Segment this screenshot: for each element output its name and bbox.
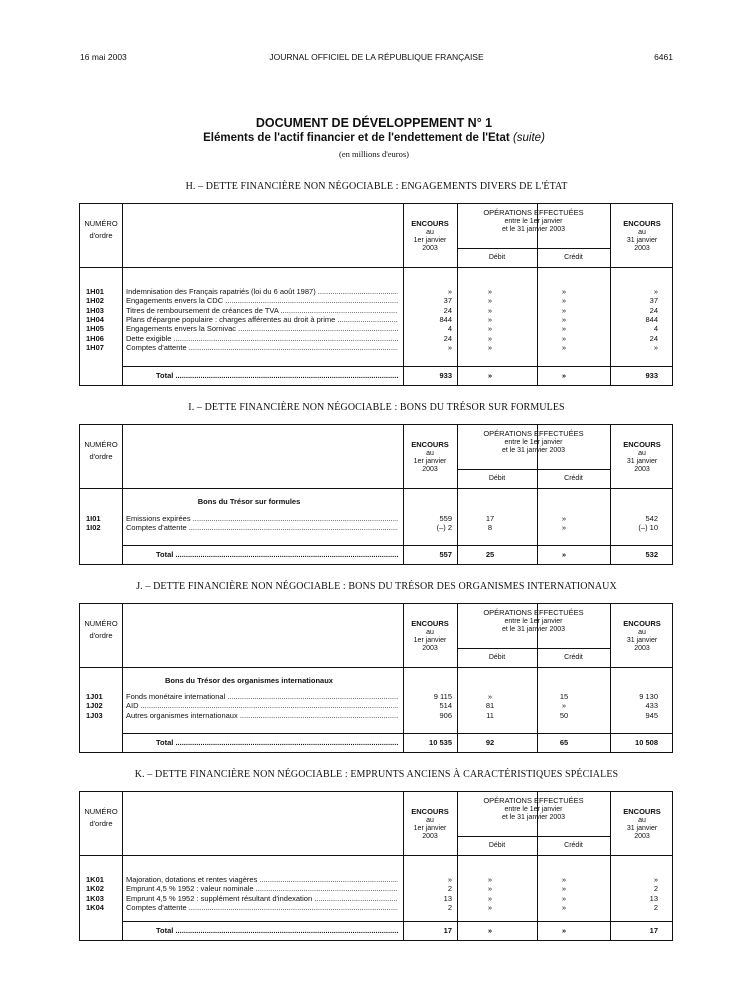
encours-end-value: 542 (645, 514, 658, 523)
table-row (80, 701, 672, 710)
section-table (79, 203, 673, 386)
row-code: 1H03 (86, 305, 104, 315)
total-row (80, 550, 672, 559)
section-title: J. – DETTE FINANCIÈRE NON NÉGOCIABLE : BONS DU TRÉSOR DES ORGANISMES INTERNATIONAUX (136, 581, 617, 592)
encours-end-header (610, 441, 674, 474)
debit-header: Débit (488, 475, 506, 482)
encours-header: ENCOURS (411, 807, 449, 816)
encours-end-value: 9 130 (639, 692, 658, 701)
header-date: 16 mai 2003 (80, 52, 127, 62)
operations-header-block (457, 797, 610, 822)
ordre-header: d'ordre (89, 231, 113, 240)
debit-value: » (487, 902, 493, 912)
row-label: AID ..... (126, 701, 398, 710)
table-row (80, 343, 672, 352)
row-label: Comptes d'attente ..... (126, 343, 398, 352)
row-label: Fonds monétaire international ..... (126, 692, 398, 701)
row-code: 1I01 (86, 514, 101, 523)
year-label: 2003 (634, 833, 650, 840)
encours-start-value: » (447, 287, 452, 296)
credit-column-header (537, 654, 610, 662)
operations-to: et le 31 janvier 2003 (501, 226, 566, 233)
encours-end-header (610, 620, 674, 653)
encours-start-value: 2 (447, 902, 452, 912)
section-table (79, 424, 673, 565)
encours-end-header (610, 808, 674, 841)
numero-column-header (80, 439, 122, 463)
credit-header: Crédit (564, 254, 583, 261)
debit-column-header (457, 842, 537, 850)
credit-value: » (561, 342, 567, 352)
year-label: 2003 (634, 466, 650, 473)
credit-value: » (561, 893, 567, 903)
encours-end-value: 37 (649, 296, 658, 306)
year-label: 2003 (422, 245, 438, 252)
total-encours-end: 933 (645, 371, 658, 380)
credit-column-header (537, 842, 610, 850)
operations-to: et le 31 janvier 2003 (501, 447, 566, 454)
date-label: 31 janvier (626, 458, 658, 465)
au-label: au (638, 817, 646, 824)
total-label: Total ..... (156, 550, 398, 559)
debit-value: 81 (485, 701, 495, 711)
table-row (80, 334, 672, 343)
operations-header: OPÉRATIONS EFFECTUÉES (483, 608, 584, 617)
encours-start-value: 514 (439, 701, 452, 711)
encours-header: ENCOURS (411, 440, 449, 449)
credit-value: » (561, 875, 567, 884)
date-label: 31 janvier (626, 637, 658, 644)
debit-value: » (487, 287, 493, 296)
debit-value: » (487, 296, 493, 306)
encours-start-value: » (447, 342, 452, 352)
encours-start-value: 37 (443, 296, 452, 306)
operations-to: et le 31 janvier 2003 (501, 626, 566, 633)
credit-value: » (561, 324, 567, 334)
date-label: 1er janvier (413, 458, 447, 465)
credit-header: Crédit (564, 654, 583, 661)
section-subheading: Bons du Trésor sur formules (197, 497, 301, 506)
row-rule (122, 366, 672, 367)
column-rule (122, 425, 123, 564)
row-code: 1K02 (86, 884, 104, 894)
document-unit: (en millions d'euros) (339, 149, 409, 159)
total-debit: » (487, 371, 493, 380)
au-label: au (638, 229, 646, 236)
row-code: 1I02 (86, 523, 101, 533)
operations-header-block (457, 609, 610, 634)
encours-header: ENCOURS (623, 440, 661, 449)
debit-value: » (487, 884, 493, 894)
row-rule (457, 469, 610, 470)
row-rule (80, 855, 672, 856)
row-code: 1J03 (86, 710, 103, 720)
total-encours-start: 10 535 (429, 738, 452, 747)
debit-value: 8 (487, 523, 493, 533)
au-label: au (638, 450, 646, 457)
row-rule (122, 921, 672, 922)
year-label: 2003 (422, 466, 438, 473)
row-rule (80, 267, 672, 268)
table-row (80, 287, 672, 296)
numero-column-header (80, 618, 122, 642)
encours-start-header (403, 620, 457, 653)
encours-start-value: (–) 2 (436, 523, 452, 533)
row-rule (457, 248, 610, 249)
total-credit: 65 (559, 738, 569, 747)
row-code: 1K04 (86, 902, 104, 912)
table-row (80, 692, 672, 701)
operations-header: OPÉRATIONS EFFECTUÉES (483, 429, 584, 438)
encours-header: ENCOURS (623, 807, 661, 816)
document-subtitle-text: Eléments de l'actif financier et de l'endettement de l'Etat (203, 132, 510, 144)
encours-start-value: 24 (443, 333, 452, 343)
row-code: 1K01 (86, 875, 104, 884)
encours-start-value: 9 115 (433, 692, 452, 701)
year-label: 2003 (422, 645, 438, 652)
total-debit: 92 (485, 738, 495, 747)
encours-end-value: 24 (649, 305, 658, 315)
credit-value: » (561, 701, 567, 711)
row-label: Dette exigible ..... (126, 334, 398, 343)
encours-header: ENCOURS (411, 619, 449, 628)
row-code: 1J01 (86, 692, 103, 701)
operations-from: entre le 1er janvier (504, 218, 563, 225)
document-subtitle (0, 132, 748, 144)
encours-header: ENCOURS (623, 219, 661, 228)
credit-value: » (561, 305, 567, 315)
total-encours-end: 532 (645, 550, 658, 559)
table-row (80, 884, 672, 893)
encours-start-header (403, 441, 457, 474)
encours-end-value: 13 (649, 893, 658, 903)
encours-end-value: 844 (645, 314, 658, 324)
row-label: Indemnisation des Français rapatriés (loi du 6 août 1987) ..... (126, 287, 398, 296)
numero-header: NUMÉRO (84, 440, 118, 449)
operations-from: entre le 1er janvier (504, 806, 563, 813)
row-label: Engagements envers la CDC ..... (126, 296, 398, 305)
row-rule (122, 545, 672, 546)
numero-column-header (80, 806, 122, 830)
operations-header-block (457, 430, 610, 455)
debit-header: Débit (488, 254, 506, 261)
credit-column-header (537, 254, 610, 262)
debit-value: 11 (486, 710, 494, 720)
debit-column-header (457, 254, 537, 262)
debit-column-header (457, 654, 537, 662)
date-label: 1er janvier (413, 237, 447, 244)
credit-value: » (561, 514, 567, 523)
year-label: 2003 (634, 645, 650, 652)
operations-header: OPÉRATIONS EFFECTUÉES (483, 796, 584, 805)
row-label: Emissions expirées ..... (126, 514, 398, 523)
row-code: 1H02 (86, 296, 104, 306)
encours-end-value: 4 (653, 324, 658, 334)
total-debit: 25 (485, 550, 495, 559)
header-page-number: 6461 (654, 52, 673, 62)
au-label: au (638, 629, 646, 636)
au-label: au (426, 450, 434, 457)
encours-end-value: 433 (645, 701, 658, 711)
debit-value: » (487, 342, 493, 352)
table-row (80, 523, 672, 532)
encours-end-value: » (653, 287, 658, 296)
encours-header: ENCOURS (411, 219, 449, 228)
encours-start-value: 2 (447, 884, 452, 894)
credit-header: Crédit (564, 475, 583, 482)
section-table (79, 603, 673, 753)
row-label: Plans d'épargne populaire : charges afférentes au droit à prime ..... (126, 315, 398, 324)
row-label: Emprunt 4,5 % 1952 : valeur nominale ..... (126, 884, 398, 893)
ordre-header: d'ordre (89, 819, 113, 828)
encours-end-value: 2 (653, 902, 658, 912)
au-label: au (426, 629, 434, 636)
row-label: Autres organismes internationaux ..... (126, 711, 398, 720)
encours-start-value: 4 (447, 324, 452, 334)
date-label: 1er janvier (413, 637, 447, 644)
section-title: K. – DETTE FINANCIÈRE NON NÉGOCIABLE : EMPRUNTS ANCIENS À CARACTÉRISTIQUES SPÉCIALES (134, 769, 619, 780)
column-rule (122, 604, 123, 752)
row-code: 1H05 (86, 324, 104, 334)
row-label: Comptes d'attente ..... (126, 523, 398, 532)
encours-end-value: 2 (653, 884, 658, 894)
total-label: Total ..... (156, 371, 398, 380)
row-code: 1H06 (86, 333, 104, 343)
table-row (80, 711, 672, 720)
encours-start-value: 24 (443, 305, 452, 315)
credit-value: » (561, 296, 567, 306)
encours-end-header (610, 220, 674, 253)
total-credit: » (561, 926, 567, 935)
section-subheading: Bons du Trésor des organismes internationaux (165, 676, 333, 685)
total-encours-start: 17 (443, 926, 452, 935)
row-rule (80, 667, 672, 668)
date-label: 31 janvier (626, 825, 658, 832)
total-row (80, 371, 672, 380)
row-label: Engagements envers la Sornivac ..... (126, 324, 398, 333)
debit-value: » (487, 692, 493, 701)
row-rule (122, 733, 672, 734)
debit-value: » (487, 314, 493, 324)
numero-column-header (80, 218, 122, 242)
numero-header: NUMÉRO (84, 807, 118, 816)
debit-header: Débit (488, 654, 506, 661)
row-code: 1H04 (86, 314, 104, 324)
header-journal: JOURNAL OFFICIEL DE LA RÉPUBLIQUE FRANÇAISE (269, 52, 484, 62)
total-row (80, 738, 672, 747)
encours-header: ENCOURS (623, 619, 661, 628)
encours-end-value: » (653, 875, 658, 884)
section-title: H. – DETTE FINANCIÈRE NON NÉGOCIABLE : ENGAGEMENTS DIVERS DE L'ÉTAT (185, 181, 568, 192)
total-label: Total ..... (156, 926, 398, 935)
total-encours-end: 17 (649, 926, 658, 935)
debit-column-header (457, 475, 537, 483)
numero-header: NUMÉRO (84, 619, 118, 628)
credit-value: » (561, 333, 567, 343)
operations-from: entre le 1er janvier (504, 439, 563, 446)
debit-value: » (487, 893, 493, 903)
row-code: 1J02 (86, 701, 103, 711)
encours-end-value: » (653, 342, 658, 352)
encours-end-value: (–) 10 (638, 523, 658, 533)
document-title: DOCUMENT DE DÉVELOPPEMENT N° 1 (255, 116, 493, 130)
total-encours-end: 10 508 (635, 738, 658, 747)
row-rule (457, 836, 610, 837)
row-label: Emprunt 4,5 % 1952 : supplément résultant d'indexation ..... (126, 894, 398, 903)
total-credit: » (561, 550, 567, 559)
operations-header: OPÉRATIONS EFFECTUÉES (483, 208, 584, 217)
date-label: 31 janvier (626, 237, 658, 244)
column-rule (122, 792, 123, 940)
section-table (79, 791, 673, 941)
operations-to: et le 31 janvier 2003 (501, 814, 566, 821)
year-label: 2003 (634, 245, 650, 252)
credit-value: 50 (559, 710, 569, 720)
table-row (80, 514, 672, 523)
total-debit: » (487, 926, 493, 935)
operations-header-block (457, 209, 610, 234)
row-label: Majoration, dotations et rentes viagères ..... (126, 875, 398, 884)
total-encours-start: 557 (439, 550, 452, 559)
au-label: au (426, 229, 434, 236)
date-label: 1er janvier (413, 825, 447, 832)
encours-start-header (403, 808, 457, 841)
table-row (80, 875, 672, 884)
row-rule (457, 648, 610, 649)
credit-column-header (537, 475, 610, 483)
ordre-header: d'ordre (89, 452, 113, 461)
table-row (80, 306, 672, 315)
encours-start-value: 559 (439, 514, 452, 523)
credit-header: Crédit (564, 842, 583, 849)
credit-value: » (561, 314, 567, 324)
encours-start-value: 13 (443, 893, 452, 903)
ordre-header: d'ordre (89, 631, 113, 640)
document-subtitle-suffix: (suite) (512, 132, 545, 144)
encours-start-value: 906 (439, 710, 452, 720)
credit-value: » (561, 287, 567, 296)
total-credit: » (561, 371, 567, 380)
credit-value: » (561, 884, 567, 894)
total-row (80, 926, 672, 935)
row-rule (80, 488, 672, 489)
total-encours-start: 933 (439, 371, 452, 380)
au-label: au (426, 817, 434, 824)
debit-value: » (487, 333, 493, 343)
table-row (80, 315, 672, 324)
credit-value: » (561, 523, 567, 533)
debit-value: » (487, 875, 493, 884)
total-label: Total ..... (156, 738, 398, 747)
section-title: I. – DETTE FINANCIÈRE NON NÉGOCIABLE : BONS DU TRÉSOR SUR FORMULES (188, 402, 565, 413)
debit-value: 17 (485, 514, 495, 523)
credit-value: » (561, 902, 567, 912)
table-row (80, 324, 672, 333)
row-label: Titres de remboursement de créances de TVA ..... (126, 306, 398, 315)
operations-from: entre le 1er janvier (504, 618, 563, 625)
numero-header: NUMÉRO (84, 219, 118, 228)
table-row (80, 894, 672, 903)
page-header (80, 52, 673, 66)
row-code: 1H01 (86, 287, 104, 296)
row-label: Comptes d'attente ..... (126, 903, 398, 912)
credit-value: 15 (559, 692, 569, 701)
year-label: 2003 (422, 833, 438, 840)
table-row (80, 296, 672, 305)
debit-value: » (487, 305, 493, 315)
encours-start-value: 844 (439, 314, 452, 324)
encours-start-header (403, 220, 457, 253)
row-code: 1H07 (86, 342, 104, 352)
row-code: 1K03 (86, 893, 104, 903)
debit-header: Débit (488, 842, 506, 849)
encours-end-value: 945 (645, 710, 658, 720)
encours-end-value: 24 (649, 333, 658, 343)
table-row (80, 903, 672, 912)
encours-start-value: » (447, 875, 452, 884)
debit-value: » (487, 324, 493, 334)
